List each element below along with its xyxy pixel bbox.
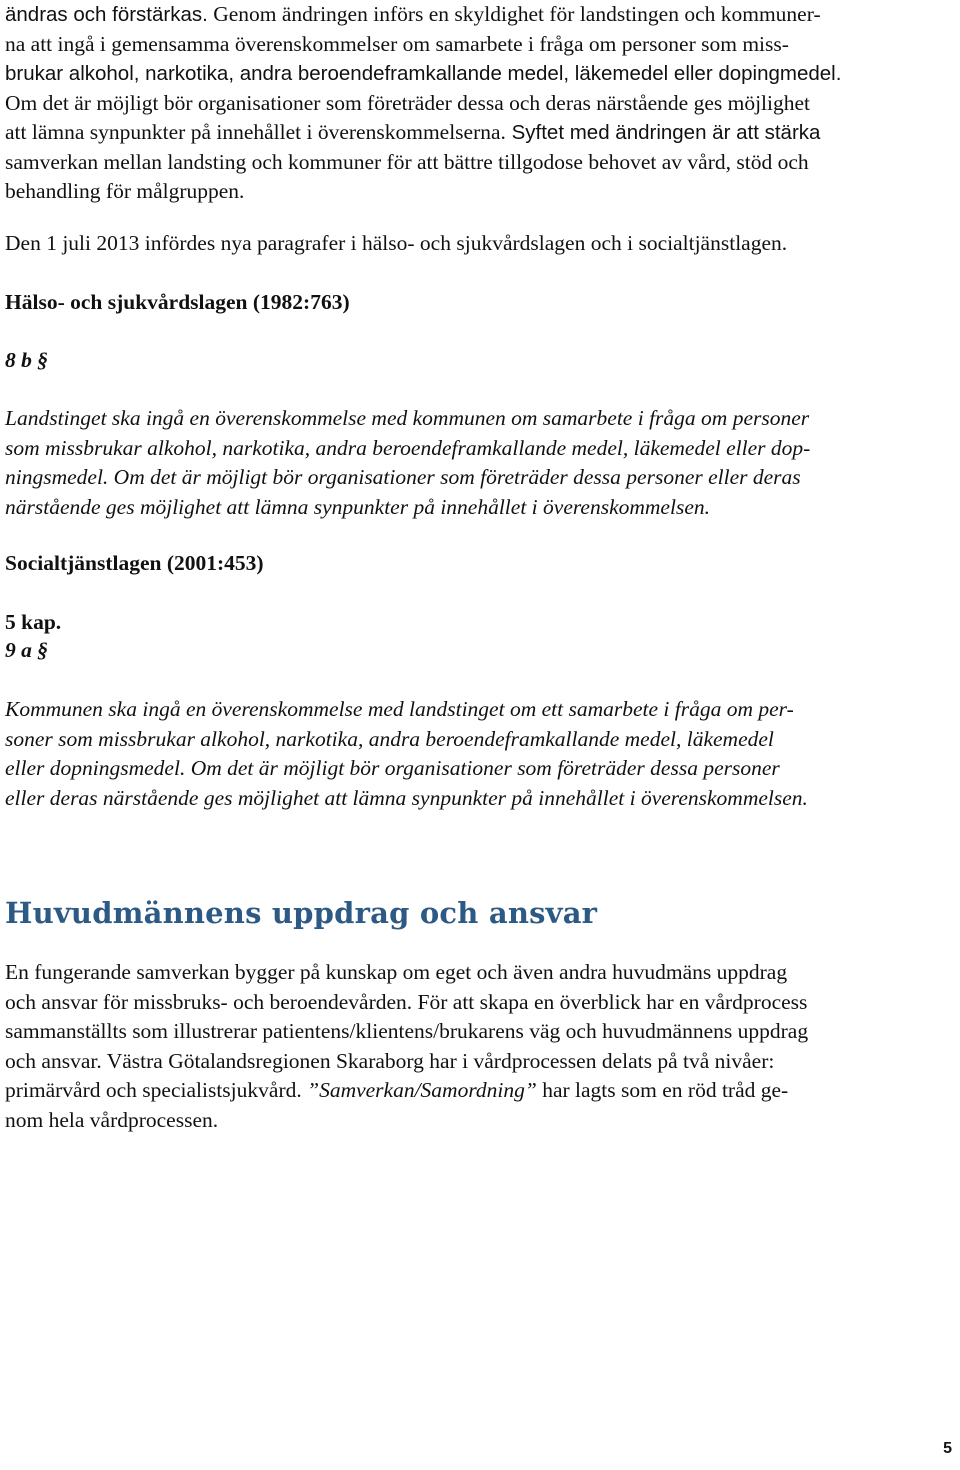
paragraph-line: nom hela vårdprocessen. (5, 1107, 219, 1132)
paragraph-line: brukar alkohol, narkotika, andra beroendeframkallande medel, läkemedel eller dopingmedel. (5, 62, 842, 85)
law-text-line: Landstinget ska ingå en överenskommelse med kommunen om samarbete i fråga om personer (5, 406, 810, 430)
paragraph-line: sammanställts som illustrerar patientens/klientens/brukarens väg och huvudmännens uppdrag (5, 1019, 809, 1043)
page-number: 5 (943, 1440, 952, 1457)
law-text-line: eller dopningsmedel. Om det är möjligt bör organisationer som företräder dessa personer (5, 756, 780, 780)
law-text (5, 695, 955, 813)
text-run: att lämna synpunkter på innehållet i överenskommelserna. (5, 120, 506, 144)
law-title: Socialtjänstlagen (2001:453) (5, 551, 264, 575)
text-run: Syftet med ändringen är att stärka (505, 121, 821, 144)
law-text-line: närstående ges möjlighet att lämna synpunkter på innehållet i överenskommelsen. (5, 494, 710, 519)
law-text-line: Kommunen ska ingå en överenskommelse med landstinget om ett samarbete i fråga om per- (5, 697, 794, 721)
text-run: Genom ändringen införs en skyldighet för landstingen och kommuner- (207, 2, 821, 26)
emphasis-text: ”Samverkan/Samordning” (307, 1078, 537, 1102)
paragraph-line: En fungerande samverkan bygger på kunskap om eget och även andra huvudmäns uppdrag (5, 960, 788, 984)
law-text-line: ningsmedel. Om det är möjligt bör organisationer som företräder dessa personer eller deras (5, 465, 801, 489)
law-text-line: som missbrukar alkohol, narkotika, andra beroendeframkallande medel, läkemedel eller dop- (5, 435, 811, 460)
paragraph-line (5, 1076, 955, 1106)
law-text-line: eller deras närstående ges möjlighet att lämna synpunkter på innehållet i överenskommelsen. (5, 785, 808, 810)
section-number: 9 a § (5, 638, 48, 662)
text-run: primärvård och specialistsjukvård. (5, 1078, 308, 1102)
law-text-line: soner som missbrukar alkohol, narkotika, andra beroendeframkallande medel, läkemedel (5, 726, 774, 751)
section-paragraph (5, 958, 955, 1135)
law-title: Hälso- och sjukvårdslagen (1982:763) (5, 290, 350, 314)
paragraph-line: behandling för målgruppen. (5, 179, 245, 203)
section-number: 8 b § (5, 348, 48, 372)
law-change-paragraph: Den 1 juli 2013 infördes nya paragrafer i hälso- och sjukvårdslagen och i socialtjänstlagen. (5, 231, 788, 255)
intro-paragraph (5, 0, 955, 207)
text-run: har lagts som en röd tråd ge- (536, 1078, 789, 1102)
paragraph-line: samverkan mellan landsting och kommuner för att bättre tillgodose behovet av vård, stöd och (5, 149, 809, 174)
paragraph-line: och ansvar. Västra Götalandsregionen Skaraborg har i vårdprocessen delats på två nivåer: (5, 1048, 775, 1073)
text-run: ändras och förstärkas. (5, 3, 208, 26)
paragraph-line (5, 0, 955, 30)
section-heading: Huvudmännens uppdrag och ansvar (5, 896, 598, 930)
law-text (5, 404, 955, 522)
paragraph-line (5, 118, 955, 148)
paragraph-line: na att ingå i gemensamma överenskommelser om samarbete i fråga om personer som miss- (5, 31, 789, 56)
paragraph-line: och ansvar för missbruks- och beroendevården. För att skapa en överblick har en vårdprocess (5, 989, 808, 1014)
chapter-number: 5 kap. (5, 610, 62, 634)
paragraph-line: Om det är möjligt bör organisationer som företräder dessa och deras närstående ges möjlighet (5, 90, 811, 115)
